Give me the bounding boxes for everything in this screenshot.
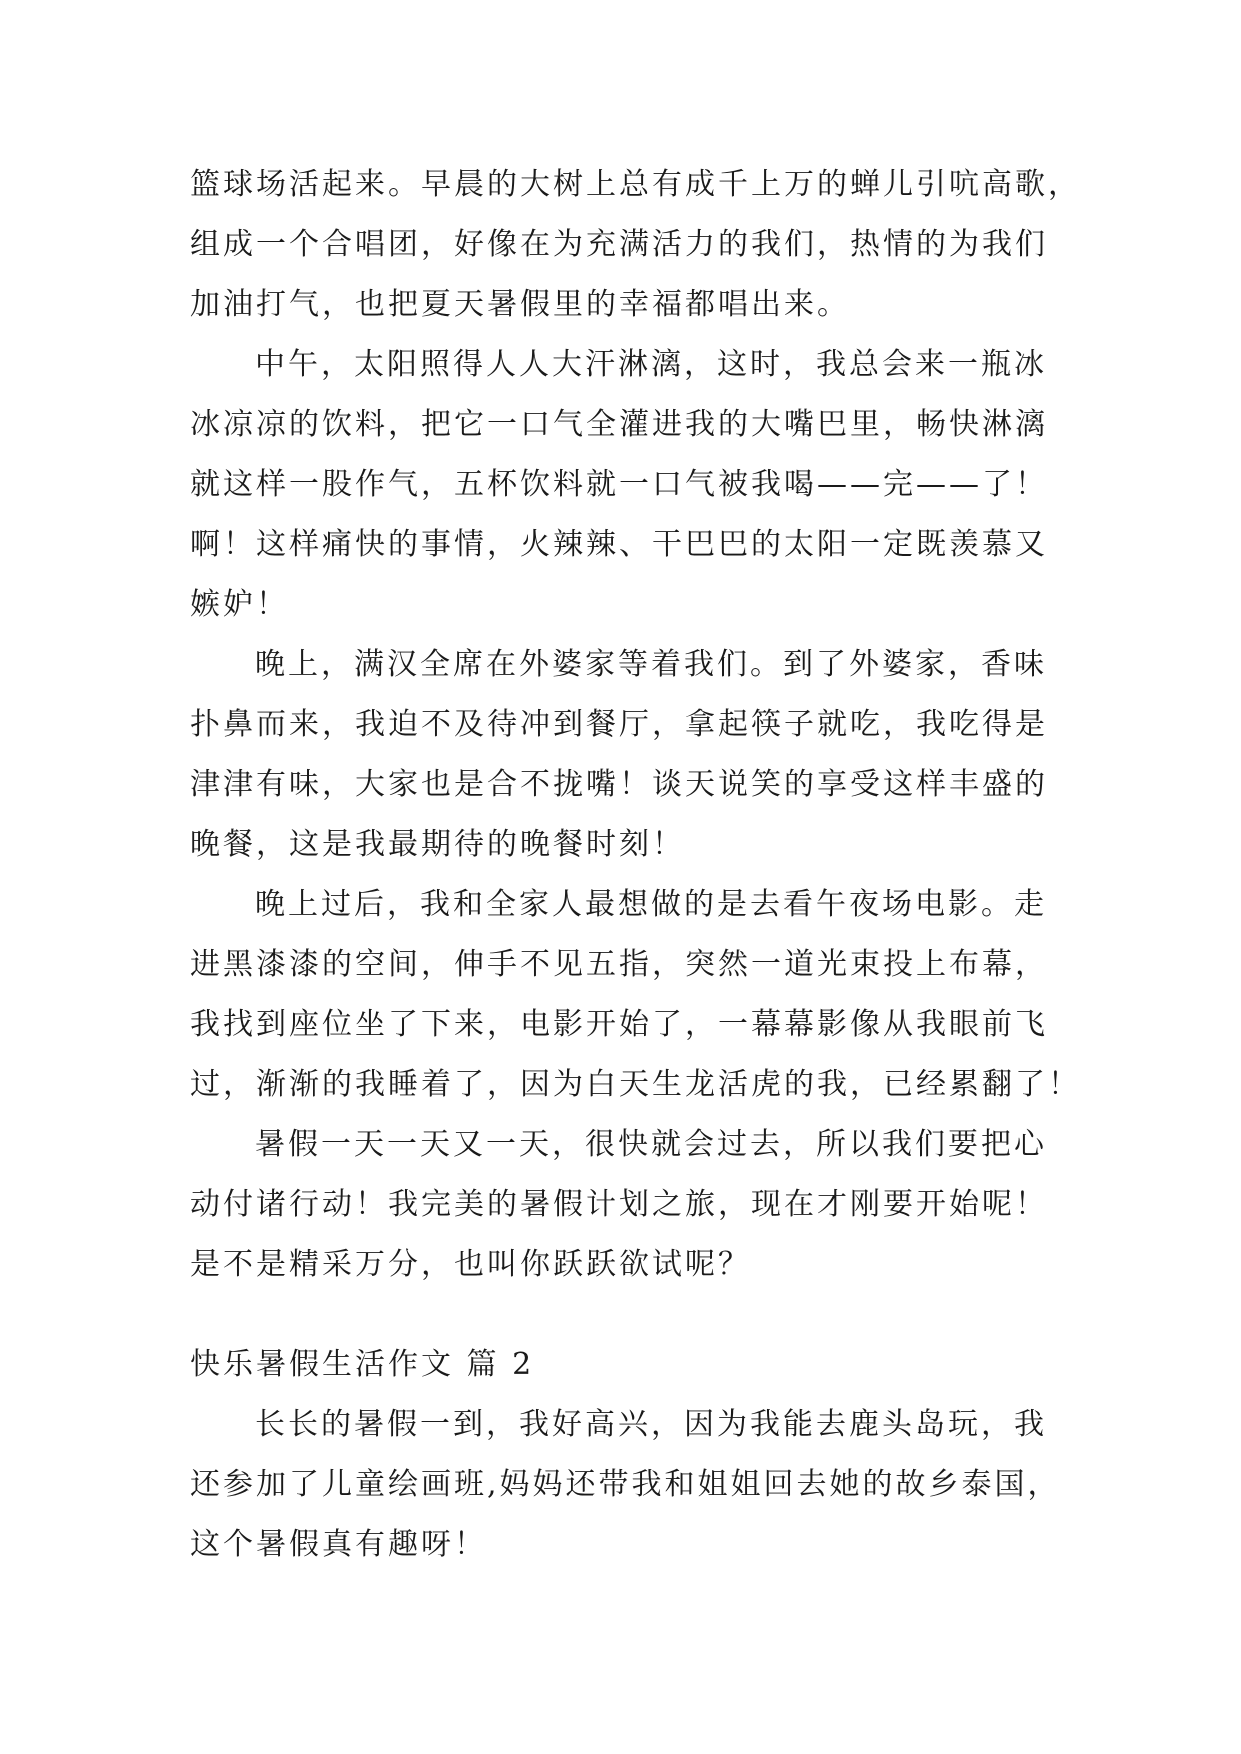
paragraph-start-line: 中午，太阳照得人人大汗淋漓，这时，我总会来一瓶冰 <box>255 347 1047 382</box>
text-line: 津津有味，大家也是合不拢嘴！谈天说笑的享受这样丰盛的 <box>190 767 1048 802</box>
text-line: 过，渐渐的我睡着了，因为白天生龙活虎的我，已经累翻了！ <box>190 1067 1081 1102</box>
text-line: 这个暑假真有趣呀！ <box>190 1527 487 1562</box>
text-line: 是不是精采万分，也叫你跃跃欲试呢？ <box>190 1247 751 1282</box>
text-line: 我找到座位坐了下来，电影开始了，一幕幕影像从我眼前飞 <box>190 1007 1048 1042</box>
text-line: 就这样一股作气，五杯饮料就一口气被我喝——完——了！ <box>190 467 1048 502</box>
text-line: 加油打气，也把夏天暑假里的幸福都唱出来。 <box>190 287 850 322</box>
text-line: 扑鼻而来，我迫不及待冲到餐厅，拿起筷子就吃，我吃得是 <box>190 707 1048 742</box>
paragraph-start-line: 晚上过后，我和全家人最想做的是去看午夜场电影。走 <box>255 887 1047 922</box>
text-line: 还参加了儿童绘画班,妈妈还带我和姐姐回去她的故乡泰国， <box>190 1467 1061 1502</box>
text-line: 冰凉凉的饮料，把它一口气全灌进我的大嘴巴里，畅快淋漓 <box>190 407 1048 442</box>
text-line: 组成一个合唱团，好像在为充满活力的我们，热情的为我们 <box>190 227 1048 262</box>
section-heading: 快乐暑假生活作文 篇 2 <box>190 1347 535 1382</box>
paragraph-start-line: 暑假一天一天又一天，很快就会过去，所以我们要把心 <box>255 1127 1047 1162</box>
paragraph-start-line: 长长的暑假一到，我好高兴，因为我能去鹿头岛玩，我 <box>255 1407 1047 1442</box>
text-line: 动付诸行动！我完美的暑假计划之旅，现在才刚要开始呢！ <box>190 1187 1048 1222</box>
paragraph-start-line: 晚上，满汉全席在外婆家等着我们。到了外婆家，香味 <box>255 647 1047 682</box>
text-line: 篮球场活起来。早晨的大树上总有成千上万的蝉儿引吭高歌， <box>190 167 1081 202</box>
text-line: 进黑漆漆的空间，伸手不见五指，突然一道光束投上布幕， <box>190 947 1048 982</box>
text-line: 啊！这样痛快的事情，火辣辣、干巴巴的太阳一定既羡慕又 <box>190 527 1048 562</box>
text-line: 晚餐，这是我最期待的晚餐时刻！ <box>190 827 685 862</box>
text-line: 嫉妒！ <box>190 587 289 622</box>
